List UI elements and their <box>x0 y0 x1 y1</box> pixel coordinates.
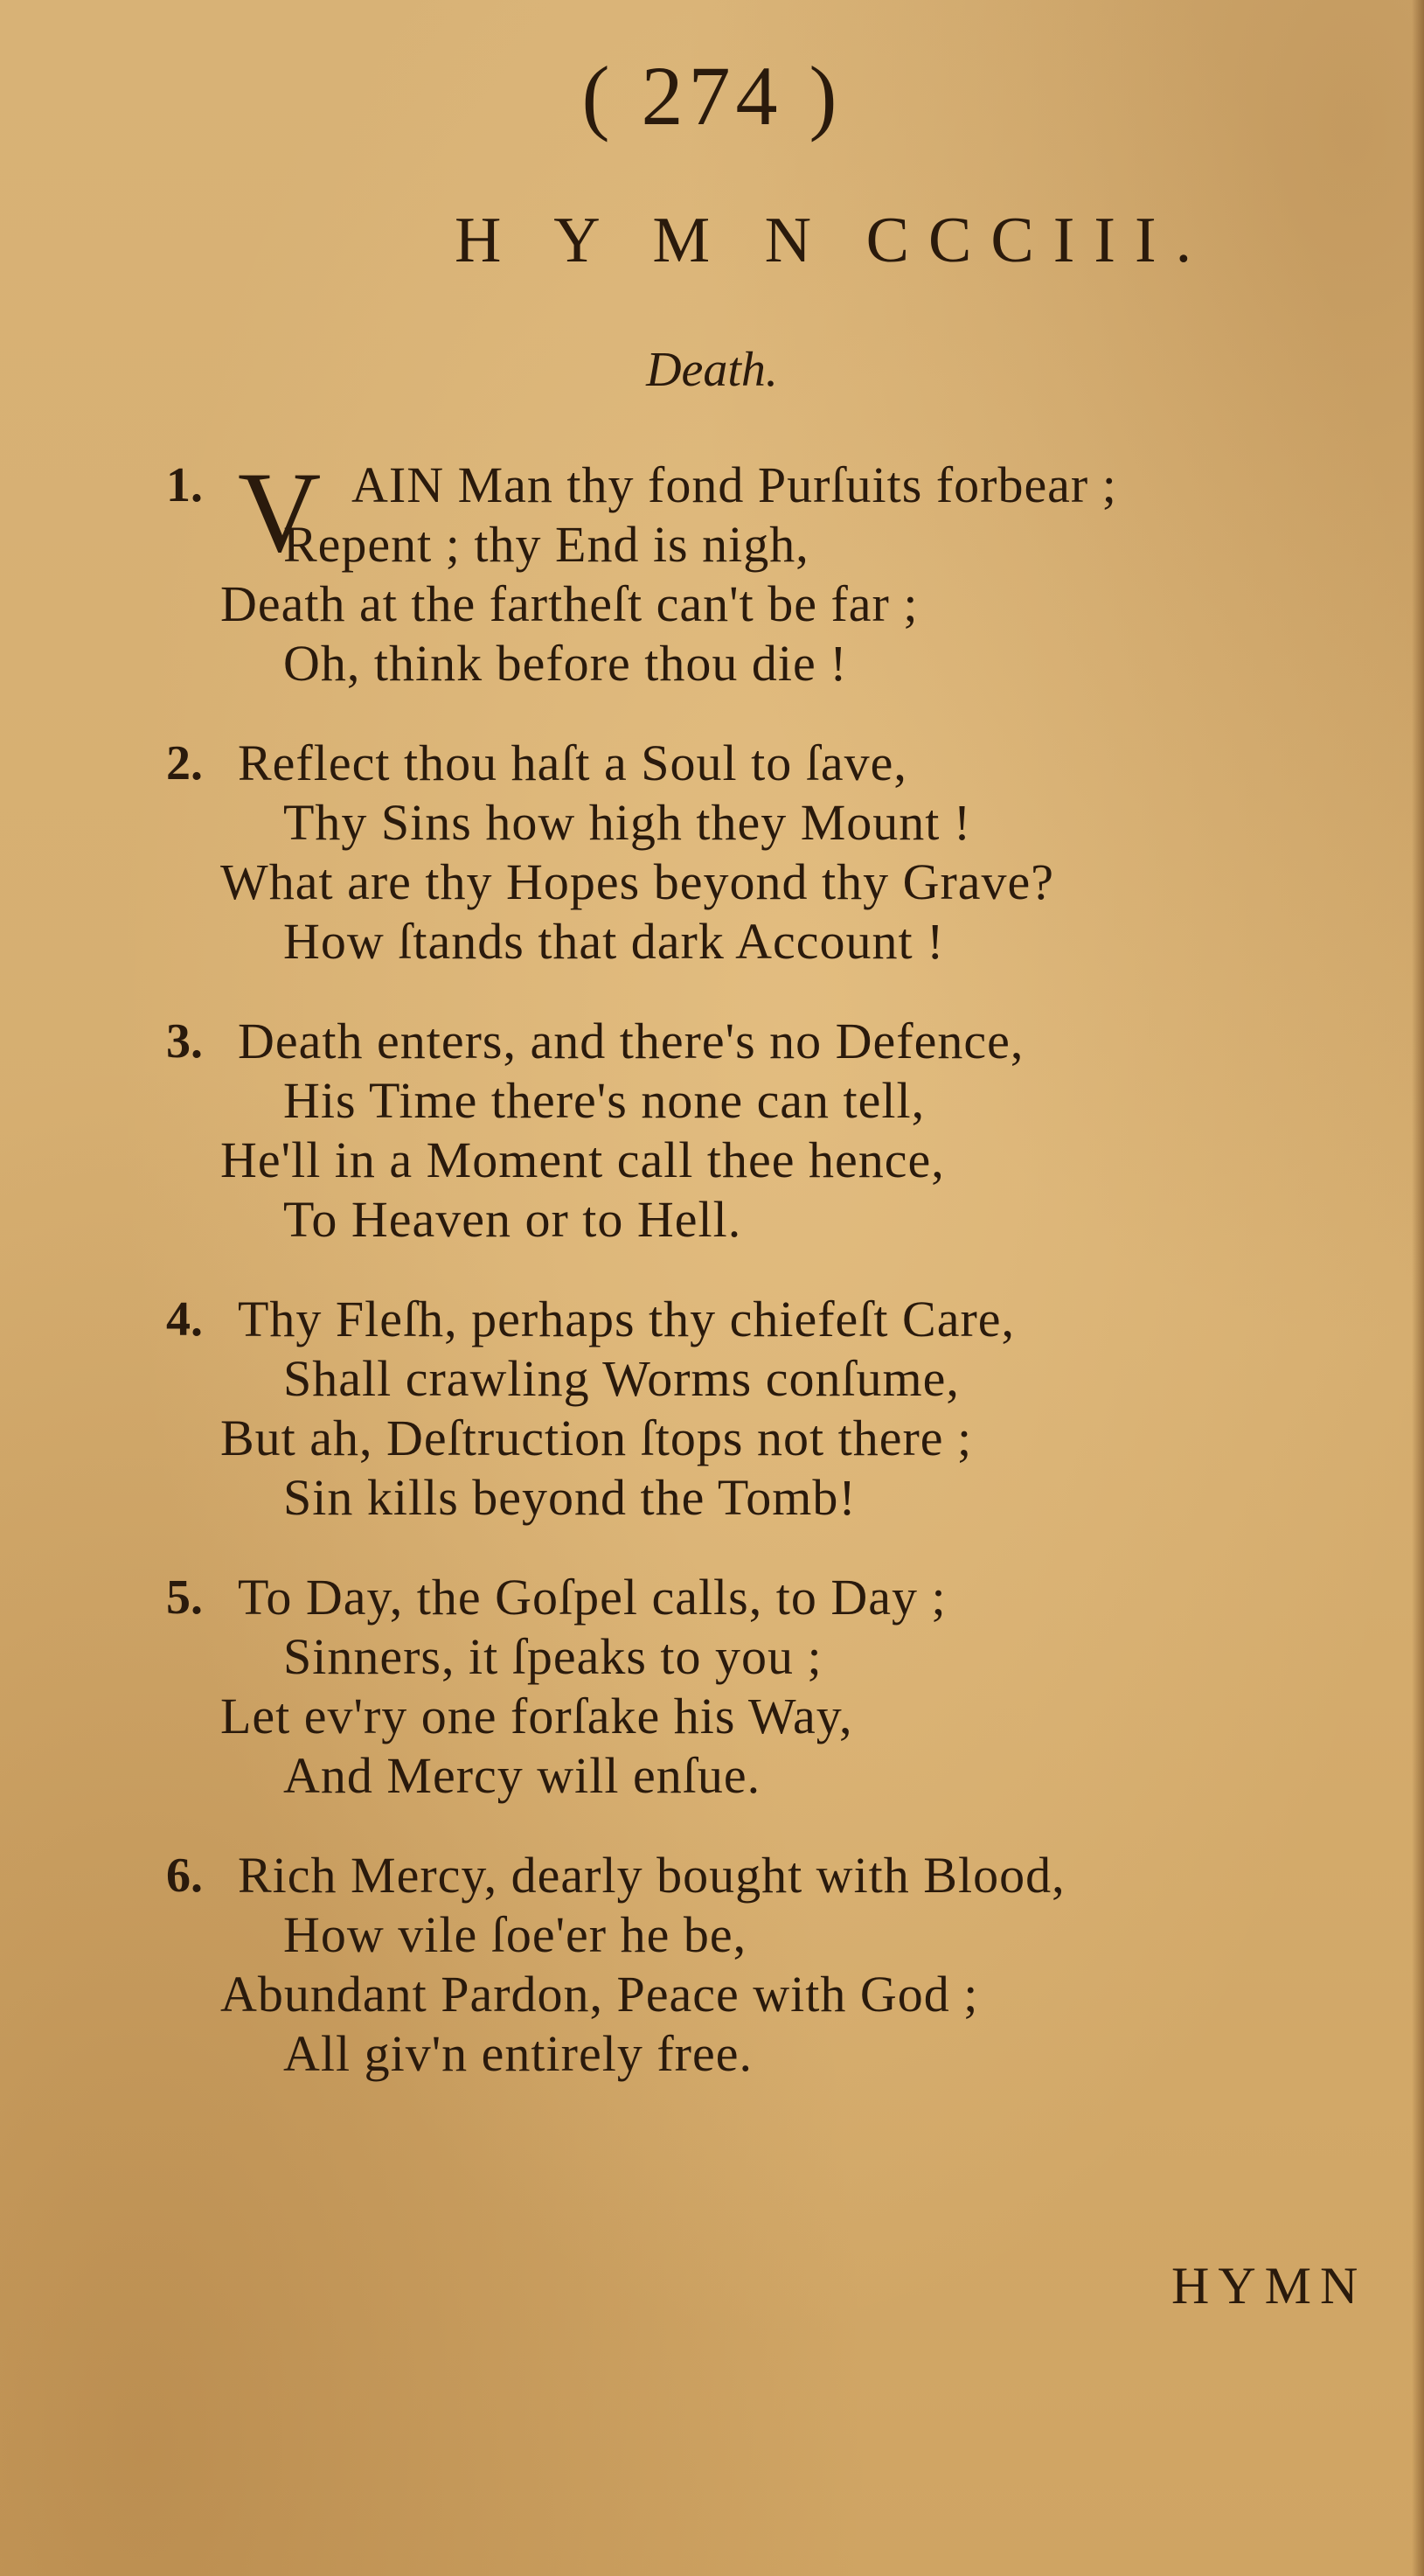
drop-cap: V <box>238 448 322 576</box>
verse-line: Rich Mercy, dearly bought with Blood, <box>238 1847 1066 1904</box>
stanza-3 <box>0 1011 1424 1289</box>
stanza-1 <box>0 448 1424 733</box>
stanza-6 <box>0 1845 1424 2123</box>
verse-line: Thy Sins how high they Mount ! <box>283 794 972 851</box>
verse-line: Death at the fartheſt can't be far ; <box>220 575 919 632</box>
verse-line: Abundant Pardon, Peace with God ; <box>220 1966 979 2023</box>
stanza-number: 2. <box>166 736 203 790</box>
page-number: ( 274 ) <box>581 49 843 143</box>
verse-line: And Mercy will enſue. <box>283 1747 761 1804</box>
hymn-subject: Death. <box>646 343 778 397</box>
verse-line: To Heaven or to Hell. <box>283 1191 742 1248</box>
verse-line: How ſtands that dark Account ! <box>283 913 945 970</box>
verse-line: Reflect thou haſt a Soul to ſave, <box>238 735 907 791</box>
hymn-title: H Y M N CCCIII. <box>455 205 1212 276</box>
stanza-number: 1. <box>166 458 203 512</box>
verse-line: But ah, Deſtruction ſtops not there ; <box>220 1410 973 1466</box>
stanza-list <box>0 448 1424 2123</box>
stanza-number: 4. <box>166 1292 203 1347</box>
verse-line: His Time there's none can tell, <box>283 1072 926 1129</box>
verse-line: Repent ; thy End is nigh, <box>283 516 809 573</box>
stanza-2 <box>0 733 1424 1011</box>
verse-line: Let ev'ry one forſake his Way, <box>220 1688 853 1744</box>
verse-line: Sinners, it ſpeaks to you ; <box>283 1628 823 1685</box>
verse-line: To Day, the Goſpel calls, to Day ; <box>238 1569 947 1626</box>
verse-line: Death enters, and there's no Defence, <box>238 1013 1025 1069</box>
verse-line: What are thy Hopes beyond thy Grave? <box>220 853 1055 910</box>
stanza-number: 3. <box>166 1014 203 1069</box>
verse-line: How vile ſoe'er he be, <box>283 1906 747 1963</box>
stanza-number: 6. <box>166 1848 203 1903</box>
verse-line: Shall crawling Worms conſume, <box>283 1350 960 1407</box>
catchword: HYMN <box>1171 2257 1367 2315</box>
verse-line: Oh, think before thou die ! <box>283 635 848 692</box>
verse-line: AIN Man thy fond Purſuits forbear ; <box>351 456 1117 513</box>
stanza-4 <box>0 1289 1424 1567</box>
stanza-5 <box>0 1567 1424 1845</box>
stanza-number: 5. <box>166 1570 203 1625</box>
verse-line: He'll in a Moment call thee hence, <box>220 1131 945 1188</box>
verse-line: Thy Fleſh, perhaps thy chiefeſt Care, <box>238 1291 1016 1347</box>
verse-line: Sin kills beyond the Tomb! <box>283 1469 857 1526</box>
verse-line: All giv'n entirely free. <box>283 2025 753 2082</box>
